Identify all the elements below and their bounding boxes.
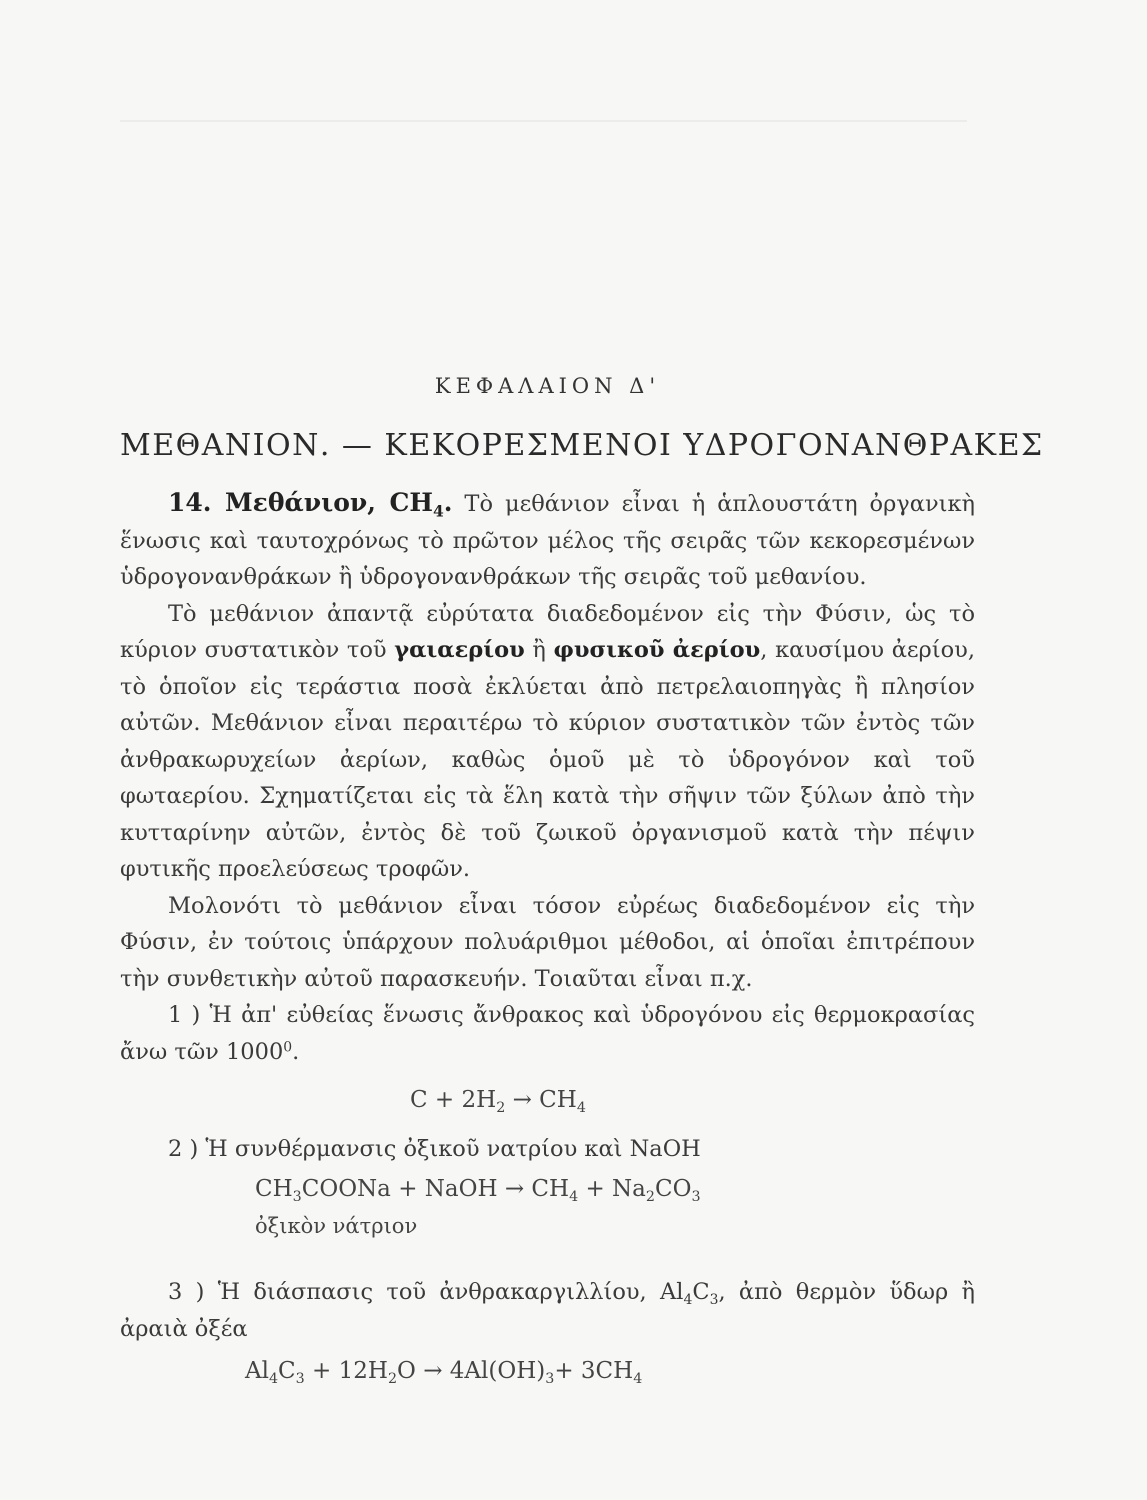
paragraph-occurrence: Τὸ μεθάνιον ἀπαντᾷ εὐρύτατα διαδεδομένον εἰς τὴν Φύσιν, ὡς τὸ κύριον συστατικὸν τοῦ γαιαερίου ἢ φυσικοῦ ἀερίου, καυσίμου ἀερίου, τὸ ὁποῖον εἰς τεράστια ποσὰ ἐκλύεται ἀπὸ πετρελαιοπηγὰς ἢ πλησίον αὐτῶν. Μεθάνιον εἶναι περαιτέρω τὸ κύριον συστατικὸν τῶν ἐντὸς τῶν ἀνθρακωρυχείων ἀερίων, καθὼς ὁμοῦ μὲ τὸ ὑδρογόνον καὶ τοῦ φωταερίου. Σχηματίζεται εἰς τὰ ἕλη κατὰ τὴν σῆψιν τῶν ξύλων ἀπὸ τὴν κυτταρίνην αὐτῶν, ἐντὸς δὲ τοῦ ζωικοῦ ὀργανισμοῦ κατὰ τὴν πέψιν φυτικῆς προελεύσεως τροφῶν.: [120, 600, 975, 882]
equation-3: $Al_4C_3 + 12H_2O \to 4Al(OH)_3+ 3CH_4$: [245, 1358, 643, 1387]
equation-1: $C + 2H_2 \to CH_4$: [410, 1087, 586, 1116]
term-gaiaerion: γαιαερίου: [394, 637, 525, 663]
page-content: [120, 374, 1044, 1390]
term-natural-gas: φυσικοῦ ἀερίου: [553, 637, 761, 663]
section-heading: 14. Μεθάνιον, $CH_4$.: [168, 488, 453, 521]
bleed-through-header: [120, 84, 967, 106]
body-text: [120, 485, 975, 1390]
chapter-heading: ΚΕΦΑΛΑΙΟΝ Δ': [434, 374, 661, 398]
method-2: 2 ) Ἡ συνθέρμανσις ὀξικοῦ νατρίου καὶ NaOH: [168, 1135, 701, 1162]
bleed-through-rule: [120, 120, 967, 122]
method-1: 1 ) Ἡ ἀπ' εὐθείας ἕνωσις ἄνθρακος καὶ ὑδρογόνου εἰς θερμοκρασίας ἄνω τῶν 1000$^0$.: [120, 1002, 975, 1065]
equation-2-label: ὀξικὸν νάτριον: [255, 1213, 418, 1238]
paragraph-methane-intro: 14. Μεθάνιον, $CH_4$. Τὸ μεθάνιον εἶναι ἡ ἁπλουστάτη ὀργανικὴ ἕνωσις καὶ ταυτοχρόνως τὸ πρῶτον μέλος τῆς σειρᾶς τῶν κεκορεσμένων ὑδρογονανθράκων ἢ ὑδρογονανθράκων τῆς σειρᾶς τοῦ μεθανίου.: [120, 488, 975, 590]
chapter-title: ΜΕΘΑΝΙΟΝ. — ΚΕΚΟΡΕΣΜΕΝΟΙ ΥΔΡΟΓΟΝΑΝΘΡΑΚΕΣ: [120, 428, 1044, 463]
method-3: 3 ) Ἡ διάσπασις τοῦ ἀνθρακαργιλλίου, $Al_4C_3$, ἀπὸ θερμὸν ὕδωρ ἢ ἀραιὰ ὀξέα: [120, 1279, 975, 1342]
equation-2: $CH_3COONa$ + NaOH → $CH_4 + Na_2CO_3$: [255, 1176, 701, 1205]
paragraph-synthesis: Μολονότι τὸ μεθάνιον εἶναι τόσον εὐρέως διαδεδομένον εἰς τὴν Φύσιν, ἐν τούτοις ὑπάρχουν πολυάριθμοι μέθοδοι, αἱ ὁποῖαι ἐπιτρέπουν τὴν συνθετικὴν αὐτοῦ παρασκευήν. Τοιαῦται εἶναι π.χ.: [120, 892, 975, 992]
